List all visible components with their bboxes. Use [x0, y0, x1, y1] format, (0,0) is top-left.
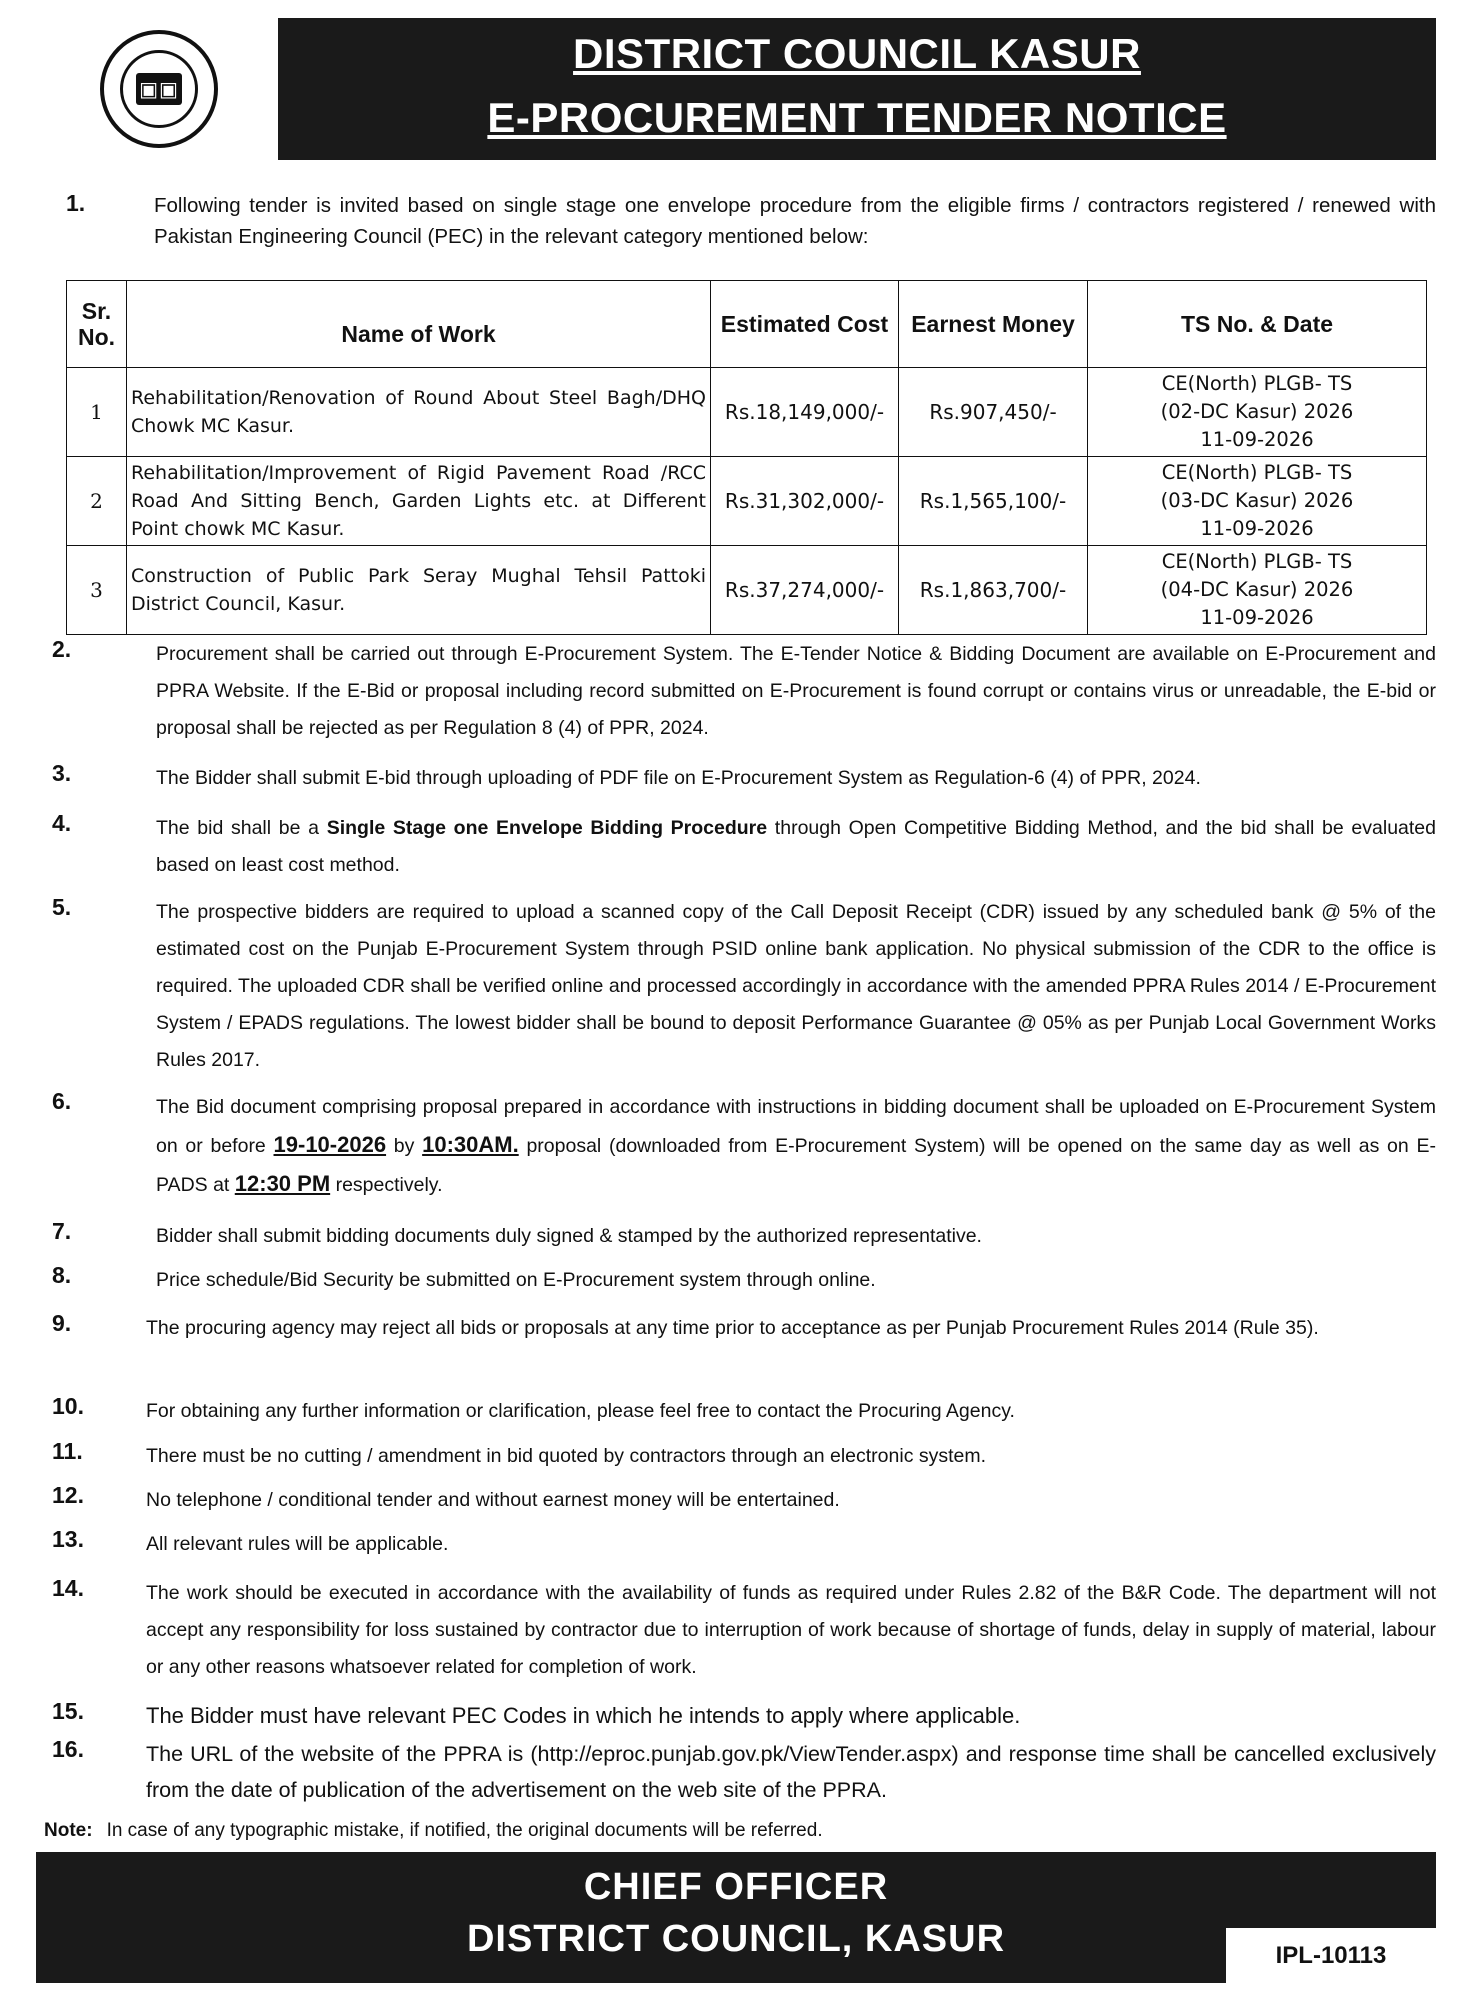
clause-text: The Bidder shall submit E-bid through uploading of PDF file on E-Procurement System as Regulation-6 (4) of PPR, 2024. [156, 767, 1201, 789]
cell-cost: Rs.18,149,000/- [711, 368, 899, 457]
clause-number: 7. [52, 1218, 72, 1244]
clause-text: Following tender is invited based on single stage one envelope procedure from the eligible firms / contractors registered / renewed with Pakistan Engineering Council (PEC) in the relevant category mentioned below: [154, 194, 1436, 248]
cell-sr: 2 [67, 457, 127, 546]
clause-number: 16. [52, 1736, 84, 1762]
tender-table [66, 280, 1427, 635]
cell-money: Rs.1,565,100/- [899, 457, 1088, 546]
cell-ts [1088, 546, 1427, 635]
clause-number: 13. [52, 1526, 84, 1552]
clause-text: Procurement shall be carried out through E-Procurement System. The E-Tender Notice & Bidding Document are available on E-Procurement and PPRA Website. If the E-Bid or proposal including record submitted on E-Procurement is found corrupt or contains virus or unreadable, the E-bid or proposal shall be rejected as per Regulation 8 (4) of PPR, 2024. [156, 643, 1436, 739]
clause-text: Price schedule/Bid Security be submitted on E-Procurement system through online. [156, 1269, 876, 1291]
ts-date: 11-09-2026 [1200, 606, 1314, 629]
cell-cost: Rs.31,302,000/- [711, 457, 899, 546]
ts-line: CE(North) PLGB- TS [1161, 372, 1353, 395]
clause-number: 11. [52, 1438, 83, 1464]
ts-line: (03-DC Kasur) 2026 [1160, 489, 1354, 512]
clause-text: The Bidder must have relevant PEC Codes in which he intends to apply where applicable. [146, 1703, 1021, 1728]
clause-text: The URL of the website of the PPRA is (http://eproc.punjab.gov.pk/ViewTender.aspx) and response time shall be cancelled exclusively from the date of publication of the advertisement on the web site of the PPRA. [146, 1742, 1436, 1802]
cell-money: Rs.1,863,700/- [899, 546, 1088, 635]
cell-ts [1088, 368, 1427, 457]
clause-number: 3. [52, 760, 72, 786]
table-row [67, 457, 1427, 546]
notice-title: E-PROCUREMENT TENDER NOTICE [487, 94, 1227, 141]
clause-text: All relevant rules will be applicable. [146, 1533, 449, 1555]
header-sr-no: Sr. No. [67, 281, 127, 368]
clause-text: The prospective bidders are required to upload a scanned copy of the Call Deposit Receipt (CDR) issued by any scheduled bank @ 5% of the estimated cost on the Punjab E-Procurement System through PSID online bank application. No physical submission of the CDR to the office is required. The uploaded CDR shall be verified online and processed accordingly in accordance with the amended PPRA Rules 2014 / E-Procurement System / EPADS regulations. The lowest bidder shall be bound to deposit Performance Guarantee @ 05% as per Punjab Local Government Works Rules 2017. [156, 901, 1436, 1071]
signatory-title: CHIEF OFFICER [583, 1866, 889, 1908]
note-text: In case of any typographic mistake, if notified, the original documents will be referred. [106, 1820, 823, 1841]
ipl-reference: IPL-10113 [1226, 1928, 1436, 1983]
header-estimated-cost: Estimated Cost [711, 281, 899, 368]
clause-text: No telephone / conditional tender and without earnest money will be entertained. [146, 1489, 840, 1511]
table-row [67, 546, 1427, 635]
cell-cost: Rs.37,274,000/- [711, 546, 899, 635]
cell-sr: 1 [67, 368, 127, 457]
office-title: DISTRICT COUNCIL KASUR [573, 30, 1141, 77]
clause-number: 15. [52, 1698, 84, 1724]
header-name-of-work: Name of Work [127, 281, 711, 368]
clause-text: The work should be executed in accordance with the availability of funds as required under Rules 2.82 of the B&R Code. The department will not accept any responsibility for loss sustained by contractor due to interruption of work because of shortage of funds, delay in supply of material, labour or any other reasons whatsoever related for completion of work. [146, 1582, 1436, 1678]
cell-work: Rehabilitation/Renovation of Round About Steel Bagh/DHQ Chowk MC Kasur. [127, 368, 711, 457]
ts-line: CE(North) PLGB- TS [1161, 550, 1353, 573]
submission-time: 10:30AM. [422, 1132, 519, 1157]
cell-money: Rs.907,450/- [899, 368, 1088, 457]
signatory-office: DISTRICT COUNCIL, KASUR [466, 1918, 1006, 1960]
clause-number: 12. [52, 1482, 84, 1508]
clause-number: 4. [52, 810, 72, 836]
header-ts-no-date: TS No. & Date [1088, 281, 1427, 368]
clause-text: The bid shall be a Single Stage one Envelope Bidding Procedure through Open Competitive Bidding Method, and the bid shall be evaluated based on least cost method. [156, 817, 1436, 876]
clause-number: 1. [66, 190, 86, 216]
ts-line: (02-DC Kasur) 2026 [1160, 400, 1354, 423]
clause-text: There must be no cutting / amendment in bid quoted by contractors through an electronic system. [146, 1445, 987, 1467]
tender-notice-page [36, 18, 1436, 1983]
ts-date: 11-09-2026 [1200, 517, 1314, 540]
cell-work: Construction of Public Park Seray Mughal Tehsil Pattoki District Council, Kasur. [127, 546, 711, 635]
cell-work: Rehabilitation/Improvement of Rigid Pavement Road /RCC Road And Sitting Bench, Garden Lights etc. at Different Point chowk MC Kasur. [127, 457, 711, 546]
clause-text: The Bid document comprising proposal prepared in accordance with instructions in bidding document shall be uploaded on E-Procurement System on or before 19-10-2026 by 10:30AM. proposal (downloaded from E-Procurement System) will be opened on the same day as well as on E-PADS at 12:30 PM respectively. [156, 1096, 1436, 1196]
submission-date: 19-10-2026 [273, 1132, 387, 1157]
ts-line: (04-DC Kasur) 2026 [1160, 578, 1354, 601]
clause-number: 2. [52, 636, 72, 662]
note-label: Note: [44, 1820, 93, 1841]
clause-number: 10. [52, 1393, 84, 1419]
clause-number: 14. [52, 1575, 84, 1601]
clause-number: 5. [52, 894, 72, 920]
clause-number: 9. [52, 1310, 72, 1336]
cell-sr: 3 [67, 546, 127, 635]
notice-header [36, 18, 1436, 166]
signature-footer [36, 1852, 1436, 1983]
opening-time: 12:30 PM [234, 1171, 331, 1196]
clause-number: 6. [52, 1088, 72, 1114]
table-header-row [67, 281, 1427, 368]
header-earnest-money: Earnest Money [899, 281, 1088, 368]
note-line [44, 1820, 823, 1842]
table-row [67, 368, 1427, 457]
district-council-seal-icon: ▣▣ [100, 30, 218, 148]
clause-text: Bidder shall submit bidding documents duly signed & stamped by the authorized representative. [156, 1225, 982, 1247]
ts-date: 11-09-2026 [1200, 428, 1314, 451]
clause-text: For obtaining any further information or clarification, please feel free to contact the Procuring Agency. [146, 1400, 1015, 1422]
procedure-emphasis: Single Stage one Envelope Bidding Procedure [326, 817, 768, 839]
clause-text: The procuring agency may reject all bids or proposals at any time prior to acceptance as per Punjab Procurement Rules 2014 (Rule 35). [146, 1317, 1319, 1339]
cell-ts [1088, 457, 1427, 546]
clause-number: 8. [52, 1262, 72, 1288]
title-band [278, 18, 1436, 160]
ts-line: CE(North) PLGB- TS [1161, 461, 1353, 484]
